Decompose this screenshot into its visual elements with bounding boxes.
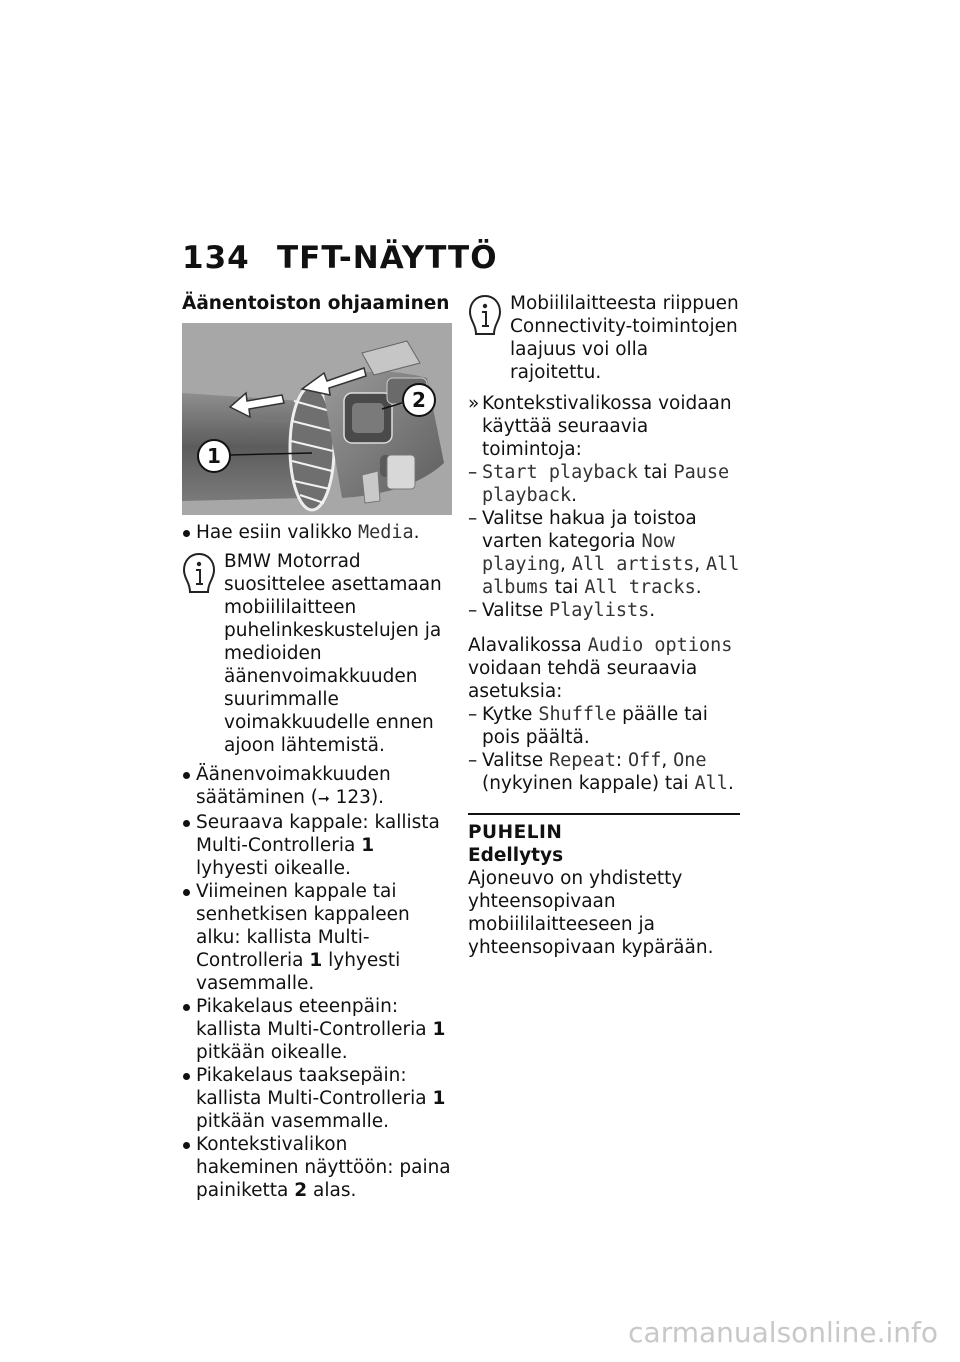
code-media: Media: [357, 522, 414, 543]
option-category: – Valitse hakua ja toistoa varten kategoria Now playing, All artists, All albums tai All tracks.: [468, 507, 740, 599]
bullet-media: Hae esiin valikko Media.: [182, 521, 452, 544]
page-title: TFT-NÄYTTÖ: [277, 240, 498, 276]
section-divider: [468, 813, 740, 815]
info-text-connectivity: Mobiililaitteesta riippuen Connectivity-toimintojen laajuus voi olla rajoitettu.: [510, 293, 739, 383]
audio-options-intro: Alavalikossa Audio options voidaan tehdä seuraavia asetuksia:: [468, 635, 733, 702]
option-playlists: – Valitse Playlists.: [468, 599, 740, 622]
info-note-volume: [182, 550, 452, 757]
info-text-volume: BMW Motorrad suosittelee asettamaan mobiililaitteen puhelinkeskustelujen ja medioiden äänenvoimakkuuden suurimmalle voimakkuudelle ennen ajoon lähtemistä.: [224, 551, 442, 756]
audio-option-shuffle: – Kytke Shuffle päälle tai pois päältä.: [468, 703, 740, 749]
context-menu-intro: » Kontekstivalikossa voidaan käyttää seuraavia toimintoja:: [468, 392, 740, 461]
section-title-audio: Äänentoiston ohjaaminen: [182, 293, 450, 314]
left-column: [182, 292, 452, 1202]
bullet-fast-forward: Pikakelaus eteenpäin: kallista Multi-Controlleria 1 pitkään oikealle.: [182, 995, 452, 1064]
subsection-title-prerequisite: Edellytys: [468, 845, 564, 866]
callout-2-label: 2: [412, 388, 426, 412]
handlebar-figure: [182, 323, 452, 515]
bullet-context-menu: Kontekstivalikon hakeminen näyttöön: paina painiketta 2 alas.: [182, 1133, 452, 1202]
watermark: carmanualsonline.info: [628, 1316, 938, 1349]
prerequisite-text: Ajoneuvo on yhdistetty yhteensopivaan mobiililaitteeseen ja yhteensopivaan kypärään.: [468, 868, 714, 958]
section-title-phone: PUHELIN: [468, 822, 563, 843]
page-ref-arrow-icon: ➞: [318, 791, 330, 807]
right-column: [468, 292, 740, 959]
audio-option-repeat: – Valitse Repeat: Off, One (nykyinen kappale) tai All.: [468, 749, 740, 795]
info-icon: [182, 552, 216, 594]
bullet-rewind: Pikakelaus taaksepäin: kallista Multi-Controlleria 1 pitkään vasemmalle.: [182, 1064, 452, 1133]
bullet-volume-adjust: Äänenvoimakkuuden säätäminen (➞ 123).: [182, 763, 452, 811]
handlebar-illustration: [182, 323, 452, 515]
info-note-connectivity: [468, 292, 740, 384]
callout-1-label: 1: [207, 444, 221, 468]
option-playback: – Start playback tai Pause playback.: [468, 461, 740, 507]
bullet-next-track: Seuraava kappale: kallista Multi-Controlleria 1 lyhyesti oikealle.: [182, 811, 452, 880]
page-ref-number: 123: [335, 787, 371, 808]
bullet-previous-track: Viimeinen kappale tai senhetkisen kappaleen alku: kallista Multi-Controlleria 1 lyhyesti vasemmalle.: [182, 880, 452, 995]
info-icon: [468, 294, 502, 336]
page-number: 134: [182, 240, 250, 276]
page-header: [182, 240, 498, 276]
